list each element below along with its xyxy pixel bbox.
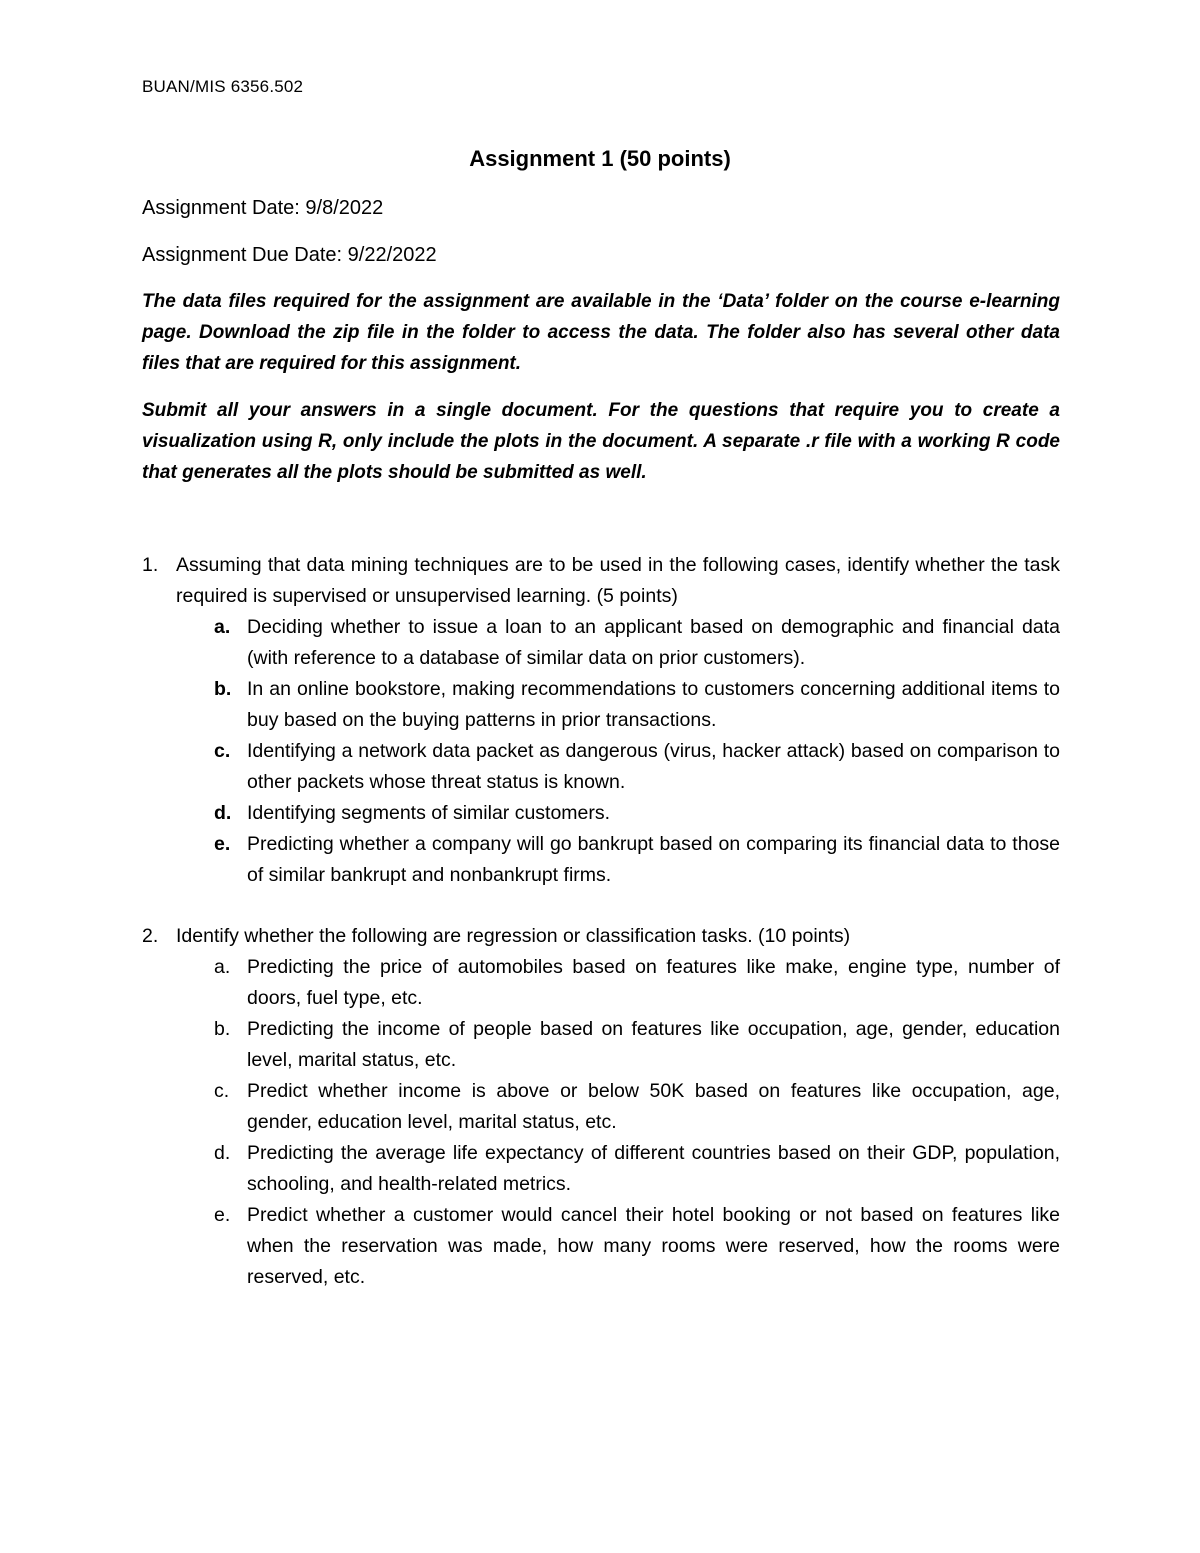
item-letter: e. xyxy=(214,833,231,855)
item-letter: b. xyxy=(214,678,232,700)
assignment-due-date: Assignment Due Date: 9/22/2022 xyxy=(142,244,437,266)
item-text: Deciding whether to issue a loan to an applicant based on demographic and financial data (with reference to a database of similar data on prior customers). xyxy=(247,616,1060,669)
list-item xyxy=(142,1200,1060,1293)
question-1-items xyxy=(142,612,1060,891)
question-number: 2. xyxy=(142,925,159,947)
assignment-date: Assignment Date: 9/8/2022 xyxy=(142,197,384,219)
list-item xyxy=(142,674,1060,736)
item-text: Predict whether a customer would cancel their hotel booking or not based on features like when the reservation was made, how many rooms were reserved, how the rooms were reserved, etc. xyxy=(247,1204,1060,1288)
question-1-prompt xyxy=(142,550,1060,612)
list-item xyxy=(142,798,1060,829)
list-item xyxy=(142,736,1060,798)
assignment-title: Assignment 1 (50 points) xyxy=(469,146,731,171)
data-files-instruction: The data files required for the assignment are available in the ‘Data’ folder on the course e-learning page. Download the zip file in the folder to access the data. The folder also has several other data files that are required for this assignment. xyxy=(142,291,1060,374)
question-text: Assuming that data mining techniques are to be used in the following cases, identify whether the task required is supervised or unsupervised learning. (5 points) xyxy=(176,554,1060,607)
question-2 xyxy=(142,921,1060,1293)
item-text: Predicting whether a company will go bankrupt based on comparing its financial data to those of similar bankrupt and nonbankrupt firms. xyxy=(247,833,1060,886)
list-item xyxy=(142,829,1060,891)
item-text: In an online bookstore, making recommendations to customers concerning additional items to buy based on the buying patterns in prior transactions. xyxy=(247,678,1060,731)
item-letter: b. xyxy=(214,1018,231,1040)
list-item xyxy=(142,952,1060,1014)
item-letter: d. xyxy=(214,802,232,824)
item-text: Predict whether income is above or below 50K based on features like occupation, age, gender, education level, marital status, etc. xyxy=(247,1080,1060,1133)
item-text: Predicting the price of automobiles based on features like make, engine type, number of doors, fuel type, etc. xyxy=(247,956,1060,1009)
item-text: Predicting the average life expectancy of different countries based on their GDP, population, schooling, and health-related metrics. xyxy=(247,1142,1060,1195)
item-letter: a. xyxy=(214,616,231,638)
item-text: Identifying a network data packet as dangerous (virus, hacker attack) based on comparison to other packets whose threat status is known. xyxy=(247,740,1060,793)
item-letter: c. xyxy=(214,1080,230,1102)
item-text: Predicting the income of people based on features like occupation, age, gender, education level, marital status, etc. xyxy=(247,1018,1060,1071)
item-letter: e. xyxy=(214,1204,231,1226)
submission-instruction: Submit all your answers in a single document. For the questions that require you to create a visualization using R, only include the plots in the document. A separate .r file with a working R code that generates all the plots should be submitted as well. xyxy=(142,400,1060,483)
list-item xyxy=(142,1014,1060,1076)
item-letter: c. xyxy=(214,740,231,762)
question-1 xyxy=(142,550,1060,891)
list-item xyxy=(142,612,1060,674)
course-header: BUAN/MIS 6356.502 xyxy=(142,77,304,96)
question-text: Identify whether the following are regression or classification tasks. (10 points) xyxy=(176,925,851,947)
item-text: Identifying segments of similar customers. xyxy=(247,802,611,824)
item-letter: a. xyxy=(214,956,231,978)
question-2-prompt xyxy=(142,921,1060,952)
question-2-items xyxy=(142,952,1060,1293)
list-item xyxy=(142,1076,1060,1138)
list-item xyxy=(142,1138,1060,1200)
question-number: 1. xyxy=(142,554,159,576)
item-letter: d. xyxy=(214,1142,231,1164)
